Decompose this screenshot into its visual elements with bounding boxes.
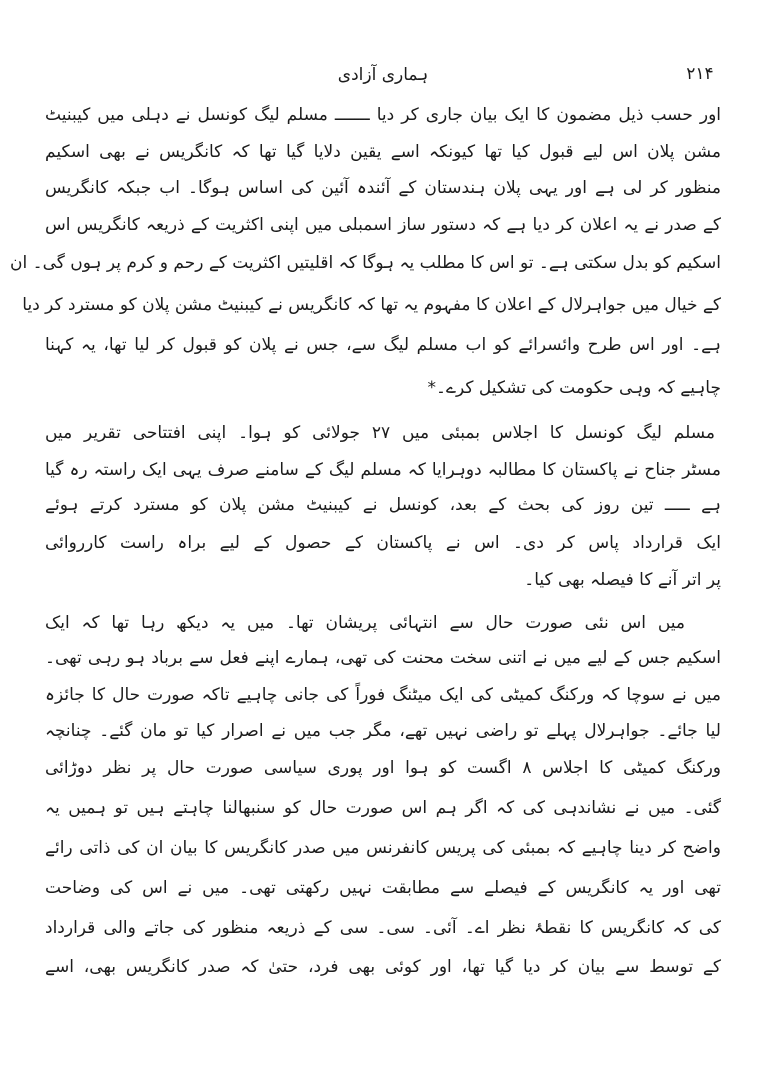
text-line: میں نے سوچا کہ ورکنگ کمیٹی کی ایک میٹنگ فوراً کی جانی چاہیے تاکہ صورت حال کا جائزہ <box>45 685 721 705</box>
text-line: اور حسب ذیل مضمون کا ایک بیان جاری کر دیا ـــــــ مسلم لیگ کونسل نے دہلی میں کیبنیٹ <box>45 105 721 125</box>
text-line: اسکیم کو بدل سکتی ہے۔ تو اس کا مطلب یہ ہوگا کہ اقلیتیں اکثریت کے رحم و کرم پر ہوں گی۔ ان <box>10 253 721 273</box>
text-line: مسلم لیگ کونسل کا اجلاس بمبئی میں ۲۷ جولائی کو ہوا۔ اپنی افتتاحی تقریر میں <box>45 423 715 443</box>
text-line: میں اس نئی صورت حال سے انتہائی پریشان تھا۔ میں یہ دیکھ رہا تھا کہ ایک <box>45 613 685 633</box>
text-line: گئی۔ میں نے نشاندہی کی کہ اگر ہم اس صورت حال کو سنبھالنا چاہتے ہیں تو ہمیں یہ <box>45 798 721 818</box>
text-line: ہے۔ اور اس طرح وائسرائے کو اب مسلم لیگ سے، جس نے پلان کو قبول کر لیا تھا، یہ کہنا <box>45 335 721 355</box>
text-line: منظور کر لی ہے اور یہی پلان ہندستان کے آئندہ آئین کی اساس ہوگا۔ اب جبکہ کانگریس <box>45 178 721 198</box>
text-line: کے خیال میں جواہرلال کے اعلان کا مفہوم یہ تھا کہ کانگریس نے کیبنیٹ مشن پلان کو مسترد کر دیا <box>22 295 721 315</box>
text-line: پر اتر آنے کا فیصلہ بھی کیا۔ <box>524 570 721 590</box>
text-line: مشن پلان اس لیے قبول کیا تھا کیونکہ اسے یقین دلایا گیا تھا کہ کانگریس نے بھی اسکیم <box>45 142 721 162</box>
text-line: ہے ـــــ تین روز کی بحث کے بعد، کونسل نے کیبنیٹ مشن پلان کو مسترد کرتے ہوئے <box>45 495 721 515</box>
text-line: مسٹر جناح نے پاکستان کا مطالبہ دوہرایا کہ مسلم لیگ کے سامنے صرف یہی ایک راستہ رہ گیا <box>45 460 721 480</box>
text-line: ورکنگ کمیٹی کا اجلاس ۸ اگست کو ہوا اور پوری سیاسی صورت حال پر نظر دوڑائی <box>45 758 721 778</box>
text-line: تھی اور یہ کانگریس کے فیصلے سے مطابقت نہیں رکھتی تھی۔ میں نے اس کی وضاحت <box>45 878 721 898</box>
text-line: چاہیے کہ وہی حکومت کی تشکیل کرے۔* <box>427 378 721 398</box>
text-line: کی کہ کانگریس کا نقطۂ نظر اے۔ آئی۔ سی۔ سی کے ذریعہ منظور کی جاتے والی قرارداد <box>45 918 721 938</box>
text-line: لیا جائے۔ جواہرلال پہلے تو راضی نہیں تھے، مگر جب میں نے اصرار کیا تو مان گئے۔ چنانچہ <box>45 721 721 741</box>
text-line: کے صدر نے یہ اعلان کر دیا ہے کہ دستور ساز اسمبلی میں اپنی اکثریت کے ذریعہ کانگریس اس <box>45 215 721 235</box>
text-line: ایک قرارداد پاس کر دی۔ اس نے پاکستان کے حصول کے لیے براہ راست کارروائی <box>45 533 721 553</box>
text-line: کے توسط سے بیان کر دیا گیا تھا، اور کوئی بھی فرد، حتیٰ کہ صدر کانگریس بھی، اسے <box>45 957 721 977</box>
running-title: ہماری آزادی <box>337 65 429 85</box>
page-number: ۲۱۴ <box>686 64 714 84</box>
text-line: اسکیم جس کے لیے میں نے اتنی سخت محنت کی تھی، ہمارے اپنے فعل سے برباد ہو رہی تھی۔ <box>45 648 721 668</box>
text-line: واضح کر دینا چاہیے کہ بمبئی کی پریس کانفرنس میں صدر کانگریس کا بیان ان کی ذاتی رائے <box>45 838 721 858</box>
